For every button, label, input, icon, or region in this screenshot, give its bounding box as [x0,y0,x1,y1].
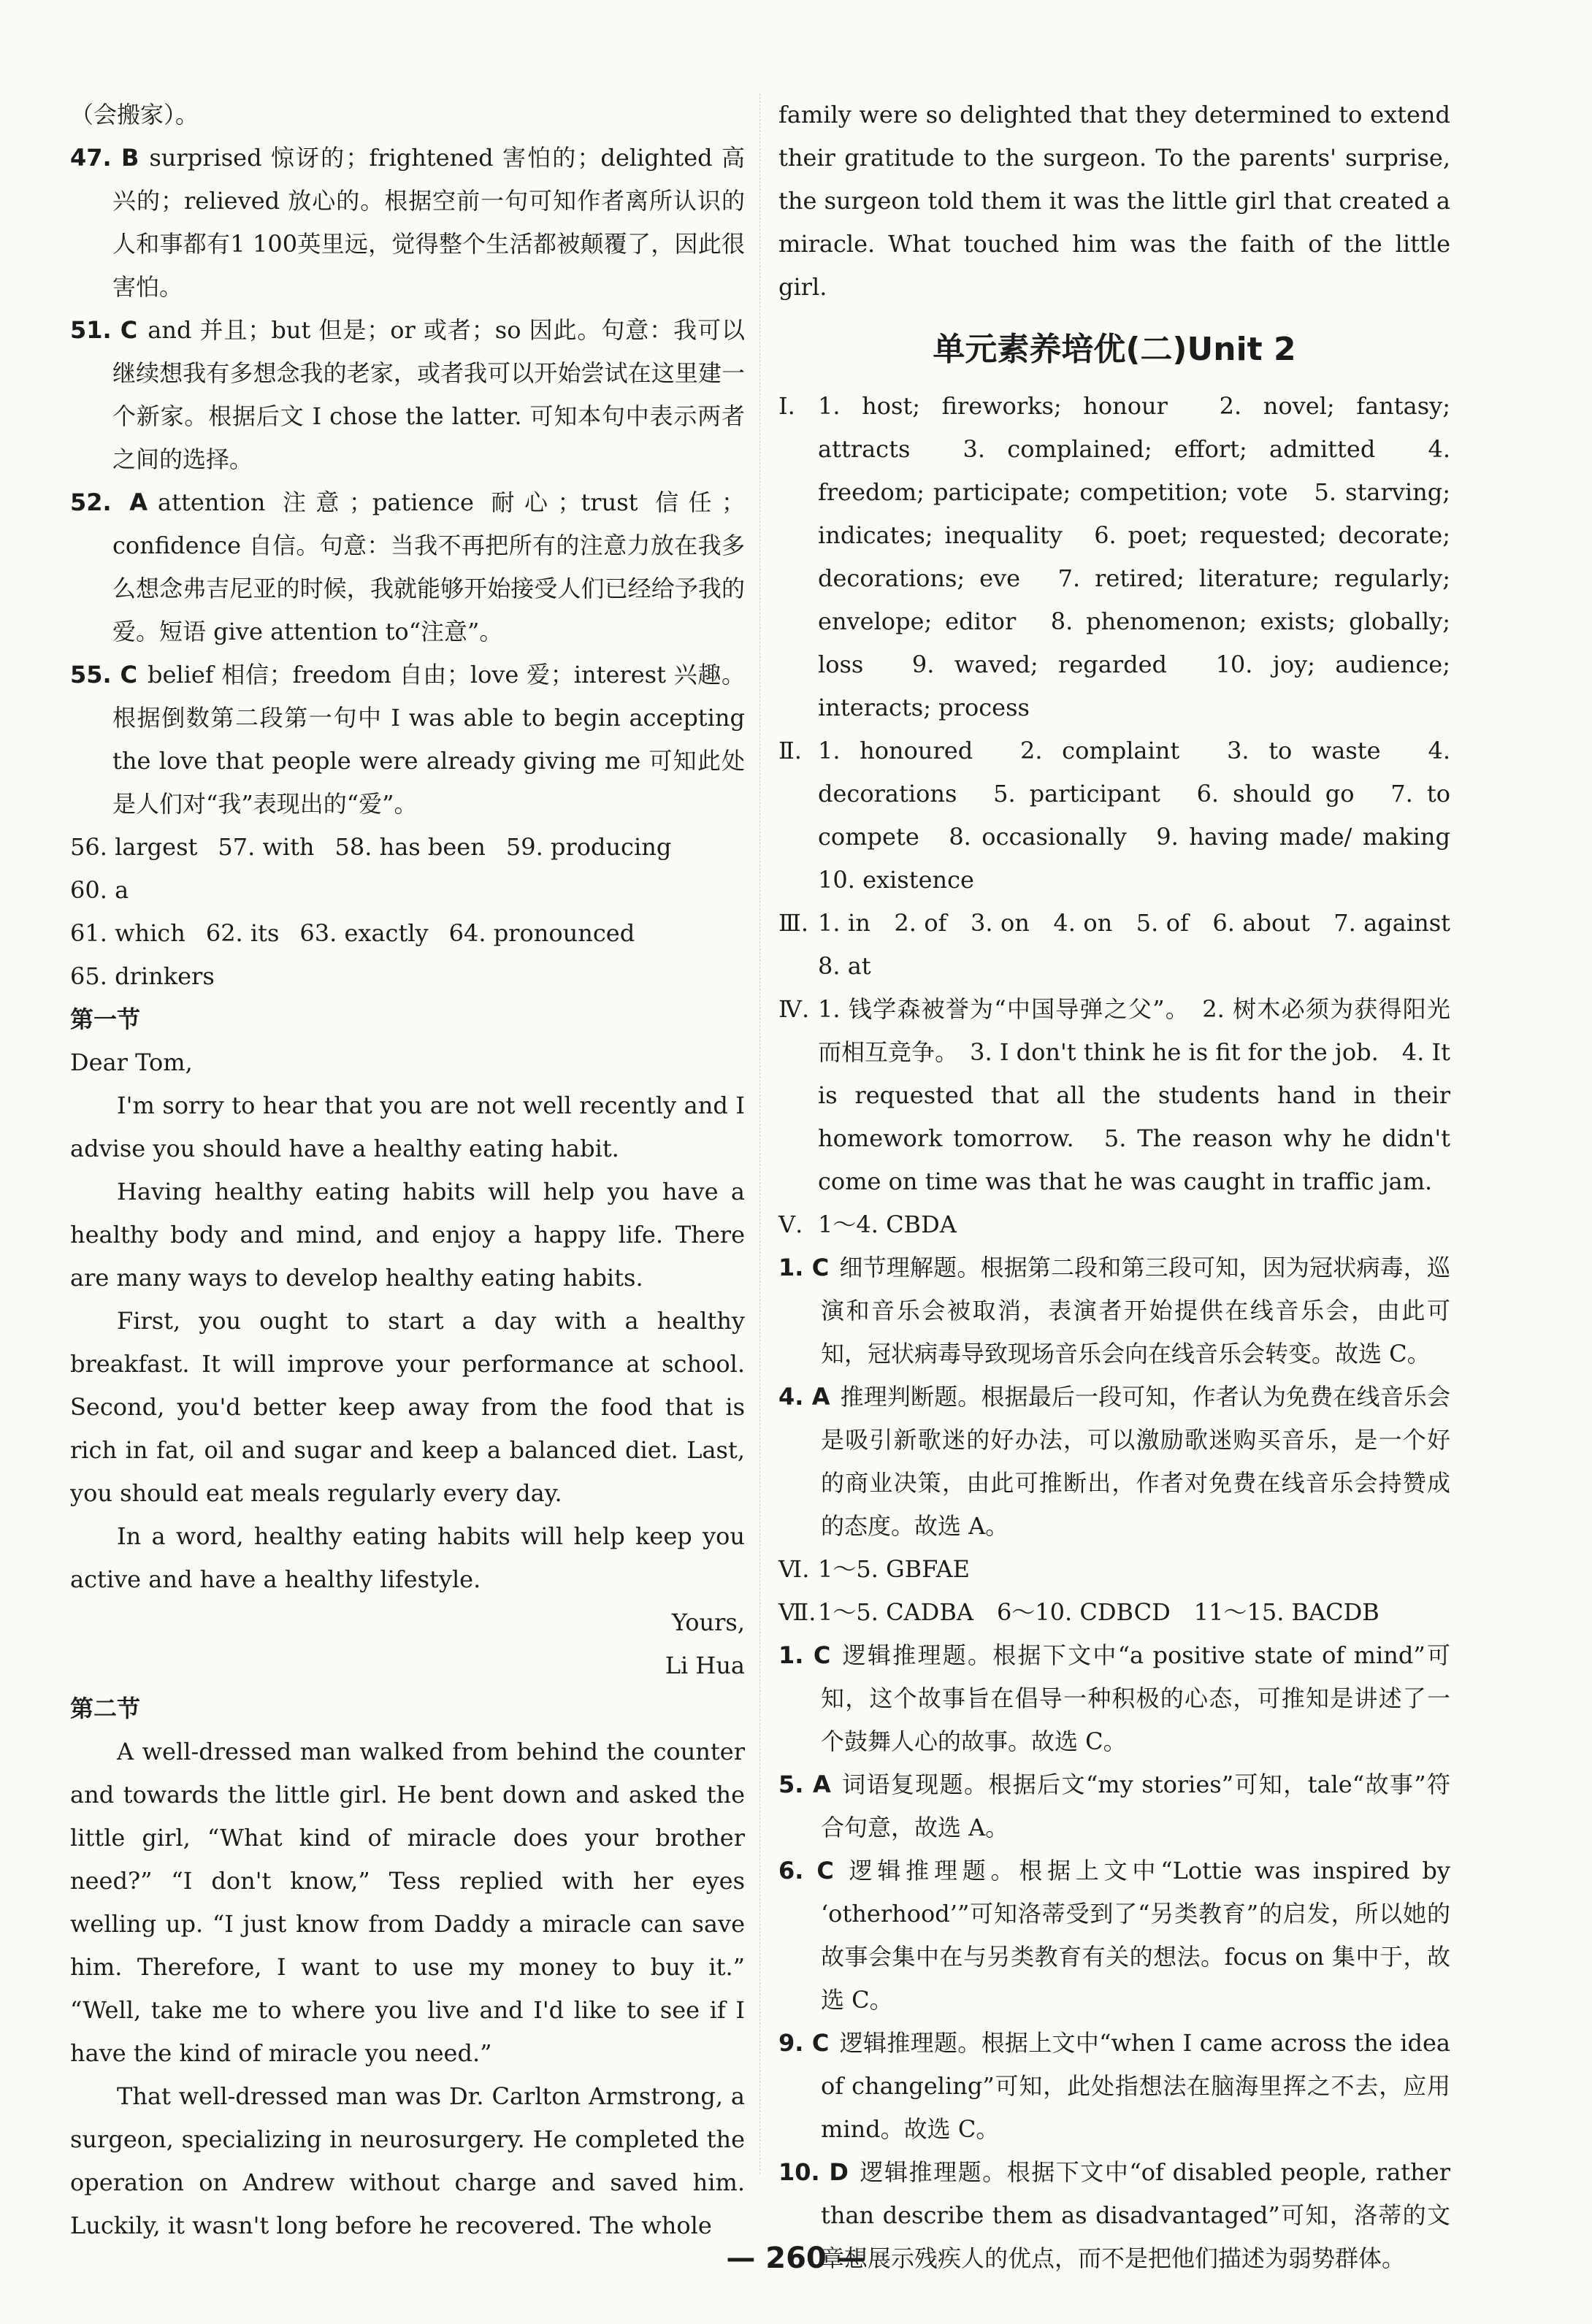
answer-number: 10. D [778,2158,849,2186]
answer-block-2 [778,729,1474,902]
roman-numeral: Ⅳ. [778,995,810,1023]
answer-explanation: 细节理解题。根据第二段和第三段可知，因为冠状病毒，巡演和音乐会被取消，表演者开始提供在线音乐会，由此可知，冠状病毒导致现场音乐会向在线音乐会转变。故选 C。 [821,1254,1450,1368]
answer-block-6 [778,1548,1450,1591]
answer-explanation: surprised 惊讶的；frightened 害怕的；delighted 高兴的；relieved 放心的。根据空前一句可知作者离所认识的人和事都有1 100英里远，觉得整个生活都被颠覆了，因此很害怕。 [112,144,745,301]
unit-title: 单元素养培优(二)Unit 2 [933,331,1296,368]
letter-paragraph: I'm sorry to hear that you are not well recently and I advise you should have a healthy eating habit. [70,1092,745,1162]
story-paragraph: A well-dressed man walked from behind the counter and towards the little girl. He bent down and asked the little girl, “What kind of miracle does your brother need?” “I don't know,” Tess replied with her eyes welling up. “I just know from Daddy a miracle can save him. Therefore, I want to use my money to buy it.” “Well, take me to where you live and I'd like to see if I have the kind of miracle you need.” [70,1738,745,2067]
answer-explanation: belief 相信；freedom 自由；love 爱；interest 兴趣。根据倒数第二段第一句中 I was able to begin accepting the love that people were already giving me 可知此处是人们对“我”表现出的“爱”。 [112,661,745,818]
roman-numeral: Ⅱ. [778,737,802,764]
answer-number: 52. A [70,488,148,516]
answer-text: 1～4. CBDA [818,1211,957,1238]
answer-explanation: attention 注意；patience 耐心；trust 信任；confidence 自信。句意：当我不再把所有的注意力放在我多么想念弗吉尼亚的时候，我就能够开始接受人们已经给予我的爱。短语 give attention to“注意”。 [112,488,745,645]
answer-row-56-60 [70,826,745,912]
answer-number: 6. C [778,1857,834,1884]
answer-number: 1. C [778,1641,831,1669]
answer-explanation: 逻辑推理题。根据上文中“Lottie was inspired by ‘otherhood’”可知洛蒂受到了“另类教育”的启发，所以她的故事会集中在与另类教育有关的想法。focus on 集中于，故选 C。 [821,1857,1450,2014]
answer-number: 47. B [70,144,139,172]
answer-item [778,2022,1450,2151]
answer-cell: 59. producing [505,833,672,861]
answer-text: 1～5. CADBA 6～10. CDBCD 11～15. BACDB [818,1598,1379,1626]
answer-51 [70,309,745,481]
answer-cell: 61. which [70,919,185,947]
answer-item [778,1763,1450,1849]
column-divider [759,93,760,2174]
roman-numeral: Ⅲ. [778,909,809,937]
answer-number: 51. C [70,316,138,344]
answer-block-4 [778,988,1450,1203]
answer-row-61-64 [70,912,745,955]
right-column [778,93,1474,2280]
answer-number: 4. A [778,1383,830,1411]
answer-explanation: 逻辑推理题。根据下文中“a positive state of mind”可知，这个故事旨在倡导一种积极的心态，可推知是讲述了一个鼓舞人心的故事。故选 C。 [821,1641,1450,1755]
answer-number: 9. C [778,2029,830,2057]
story-continuation: family were so delighted that they determined to extend their gratitude to the surgeon. To the parents' surprise, the surgeon told them it was the little girl that created a miracle. What touched him was the faith of the little girl. [778,101,1450,301]
answer-cell: 57. with [218,833,315,861]
answer-text: （会搬家）。 [70,101,199,129]
answer-explanation: and 并且；but 但是；or 或者；so 因此。句意：我可以继续想我有多想念我的老家，或者我可以开始尝试在这里建一个新家。根据后文 I chose the latter. 可知本句中表示两者之间的选择。 [112,316,745,473]
answer-cell: 63. exactly [299,919,429,947]
answer-cell: 64. pronounced [448,919,635,947]
answer-47 [70,137,745,309]
letter-closing: Yours, [671,1608,745,1636]
answer-cell: 65. drinkers [70,962,215,990]
answer-number: 1. C [778,1254,830,1281]
letter-paragraph: Having healthy eating habits will help you have a healthy body and mind, and enjoy a happy life. There are many ways to develop healthy eating habits. [70,1178,745,1292]
story-paragraph: That well-dressed man was Dr. Carlton Armstrong, a surgeon, specializing in neurosurgery. He completed the operation on Andrew without charge and saved him. Luckily, it wasn't long before he recovered. The whole [70,2082,745,2239]
answer-explanation: 词语复现题。根据后文“my stories”可知，tale“故事”符合句意，故选 A。 [821,1771,1450,1841]
answer-text: 1. host; fireworks; honour 2. novel; fantasy; attracts 3. complained; effort; admitted 4. freedom; participate; competition; vote 5. starving; indicates; inequality 6. poet; requested; decorate; decorations; eve 7. retired; literature; regularly; envelope; editor 8. phenomenon; exists; globally; loss 9. waved; regarded 10. joy; audience; interacts; process [818,392,1450,721]
letter-greeting: Dear Tom, [70,1048,193,1076]
answer-cell: 62. its [205,919,280,947]
answer-block-5 [778,1203,1450,1246]
answer-block-7 [778,1591,1450,1634]
letter-paragraph: First, you ought to start a day with a healthy breakfast. It will improve your performance at school. Second, you'd better keep away from the food that is rich in fat, oil and sugar and keep a balanced diet. Last, you should eat meals regularly every day. [70,1307,745,1507]
answer-item [778,1849,1450,2022]
answer-55 [70,653,745,826]
answer-row-65 [70,955,745,998]
answer-item [778,1246,1450,1376]
answer-block-3 [778,902,1474,988]
roman-numeral: Ⅶ. [778,1598,816,1626]
section-heading-2: 第二节 [70,1695,141,1722]
left-column [70,93,745,2247]
answer-text: 1. honoured 2. complaint 3. to waste 4. decorations 5. participant 6. should go 7. to compete 8. occasionally 9. having made/ making 10. existence [818,737,1474,894]
letter-paragraph: In a word, healthy eating habits will help keep you active and have a healthy lifestyle. [70,1522,745,1593]
answer-text: 1. 钱学森被誉为“中国导弹之父”。 2. 树木必须为获得阳光而相互竞争。 3. I don't think he is fit for the job. 4. It is requested that all the students hand in their homework tomorrow. 5. The reason why he didn't come on time was that he was caught in traffic jam. [818,995,1450,1195]
answer-block-1 [778,385,1450,729]
page-number: — 260 — [726,2241,866,2275]
answer-text: 1～5. GBFAE [818,1555,971,1583]
answer-explanation: 逻辑推理题。根据上文中“when I came across the idea of changeling”可知，此处指想法在脑海里挥之不去，应用 mind。故选 C。 [821,2029,1450,2143]
answer-52 [70,481,745,653]
roman-numeral: Ⅰ. [778,392,795,420]
roman-numeral: Ⅴ. [778,1211,803,1238]
answer-cell: 56. largest [70,833,198,861]
answer-item [778,1376,1450,1548]
answer-number: 55. C [70,661,137,689]
section-heading-1: 第一节 [70,1005,141,1033]
answer-text: 1. in 2. of 3. on 4. on 5. of 6. about 7. against 8. at [818,909,1474,980]
answer-cell: 60. a [70,876,129,904]
answer-explanation: 推理判断题。根据最后一段可知，作者认为免费在线音乐会是吸引新歌迷的好办法，可以激励歌迷购买音乐，是一个好的商业决策，由此可推断出，作者对免费在线音乐会持赞成的态度。故选 A。 [821,1383,1450,1540]
letter-signature: Li Hua [665,1652,745,1679]
answer-cell: 58. has been [334,833,486,861]
answer-explanation: 逻辑推理题。根据下文中“of disabled people, rather than describe them as disadvantaged”可知，洛蒂的文章想展示残疾人的优点，而不是把他们描述为弱势群体。 [821,2158,1450,2272]
roman-numeral: Ⅵ. [778,1555,810,1583]
answer-number: 5. A [778,1771,831,1798]
answer-item [778,1634,1450,1763]
